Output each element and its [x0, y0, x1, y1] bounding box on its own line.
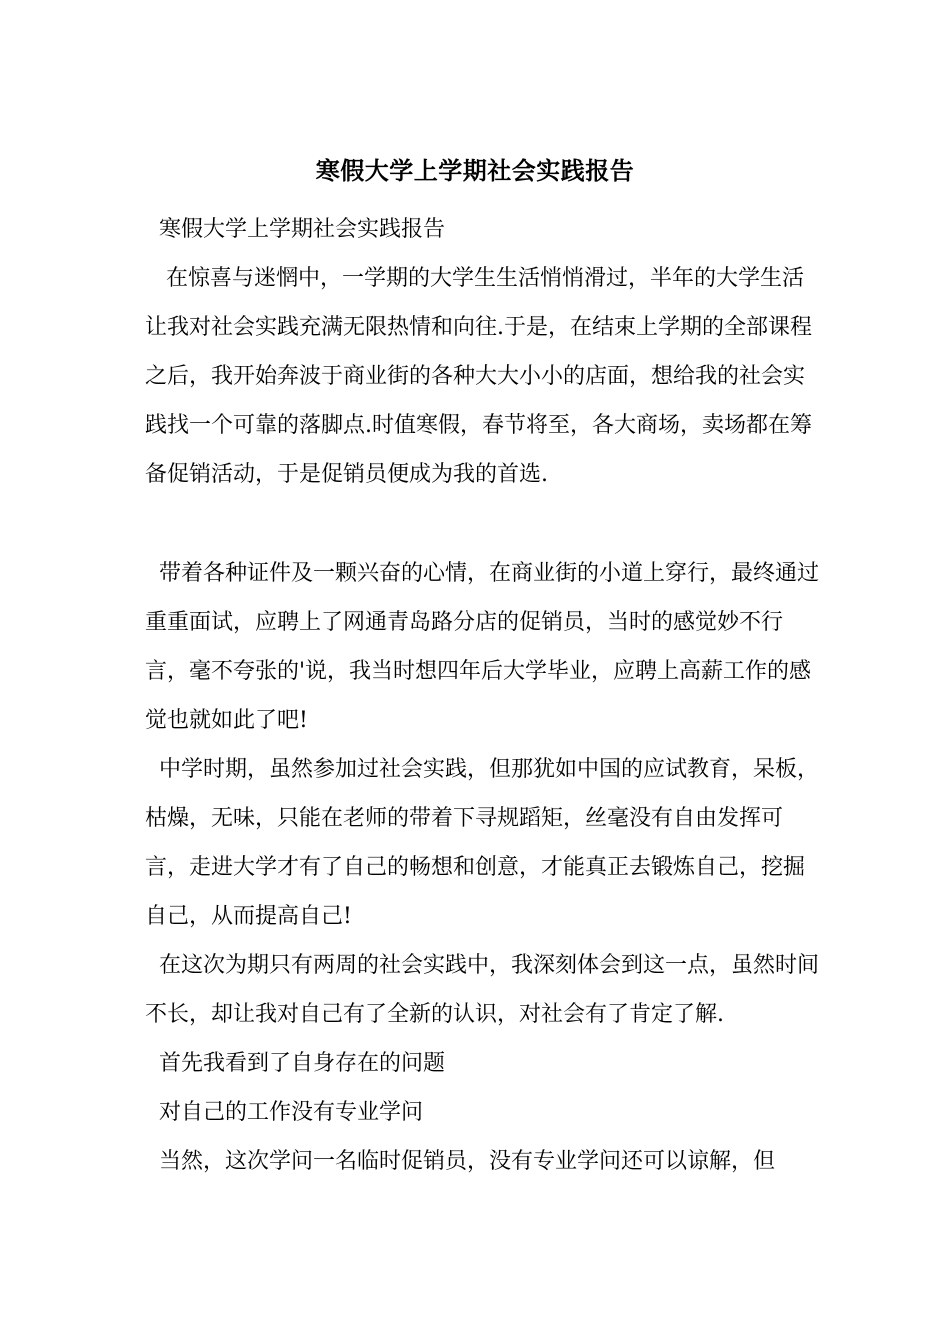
document-body [145, 205, 825, 1186]
paragraph-problems: 首先我看到了自身存在的问题 [145, 1051, 446, 1076]
paragraph-subtitle: 寒假大学上学期社会实践报告 [145, 217, 446, 242]
paragraph-intro: 在惊喜与迷惘中，一学期的大学生生活悄悄滑过，半年的大学生活让我对社会实践充满无限热情和向往.于是，在结束上学期的全部课程之后，我开始奔波于商业街的各种大大小小的店面，想给我的社会实践找一个可靠的落脚点.时值寒假，春节将至，各大商场，卖场都在筹备促销活动，于是促销员便成为我的首选. [145, 266, 812, 487]
paragraph-temporary: 当然，这次学问一名临时促销员，没有专业学问还可以谅解，但 [145, 1149, 776, 1174]
paragraph-two-weeks: 在这次为期只有两周的社会实践中，我深刻体会到这一点，虽然时间不长，却让我对自己有了全新的认识，对社会有了肯定了解. [145, 953, 820, 1027]
paragraph-gap [145, 499, 825, 549]
paragraph-highschool: 中学时期，虽然参加过社会实践，但那犹如中国的应试教育，呆板，枯燥，无味，只能在老师的带着下寻规蹈矩，丝毫没有自由发挥可言，走进大学才有了自己的畅想和创意，才能真正去锻炼自己，挖掘自己，从而提高自己! [145, 757, 820, 929]
paragraph-no-knowledge: 对自己的工作没有专业学问 [145, 1100, 424, 1125]
paragraph-interview: 带着各种证件及一颗兴奋的心情，在商业街的小道上穿行，最终通过重重面试，应聘上了网通青岛路分店的促销员，当时的感觉妙不行言，毫不夸张的'说，我当时想四年后大学毕业，应聘上高薪工作的感觉也就如此了吧! [145, 561, 820, 733]
document-title: 寒假大学上学期社会实践报告 [315, 156, 635, 185]
